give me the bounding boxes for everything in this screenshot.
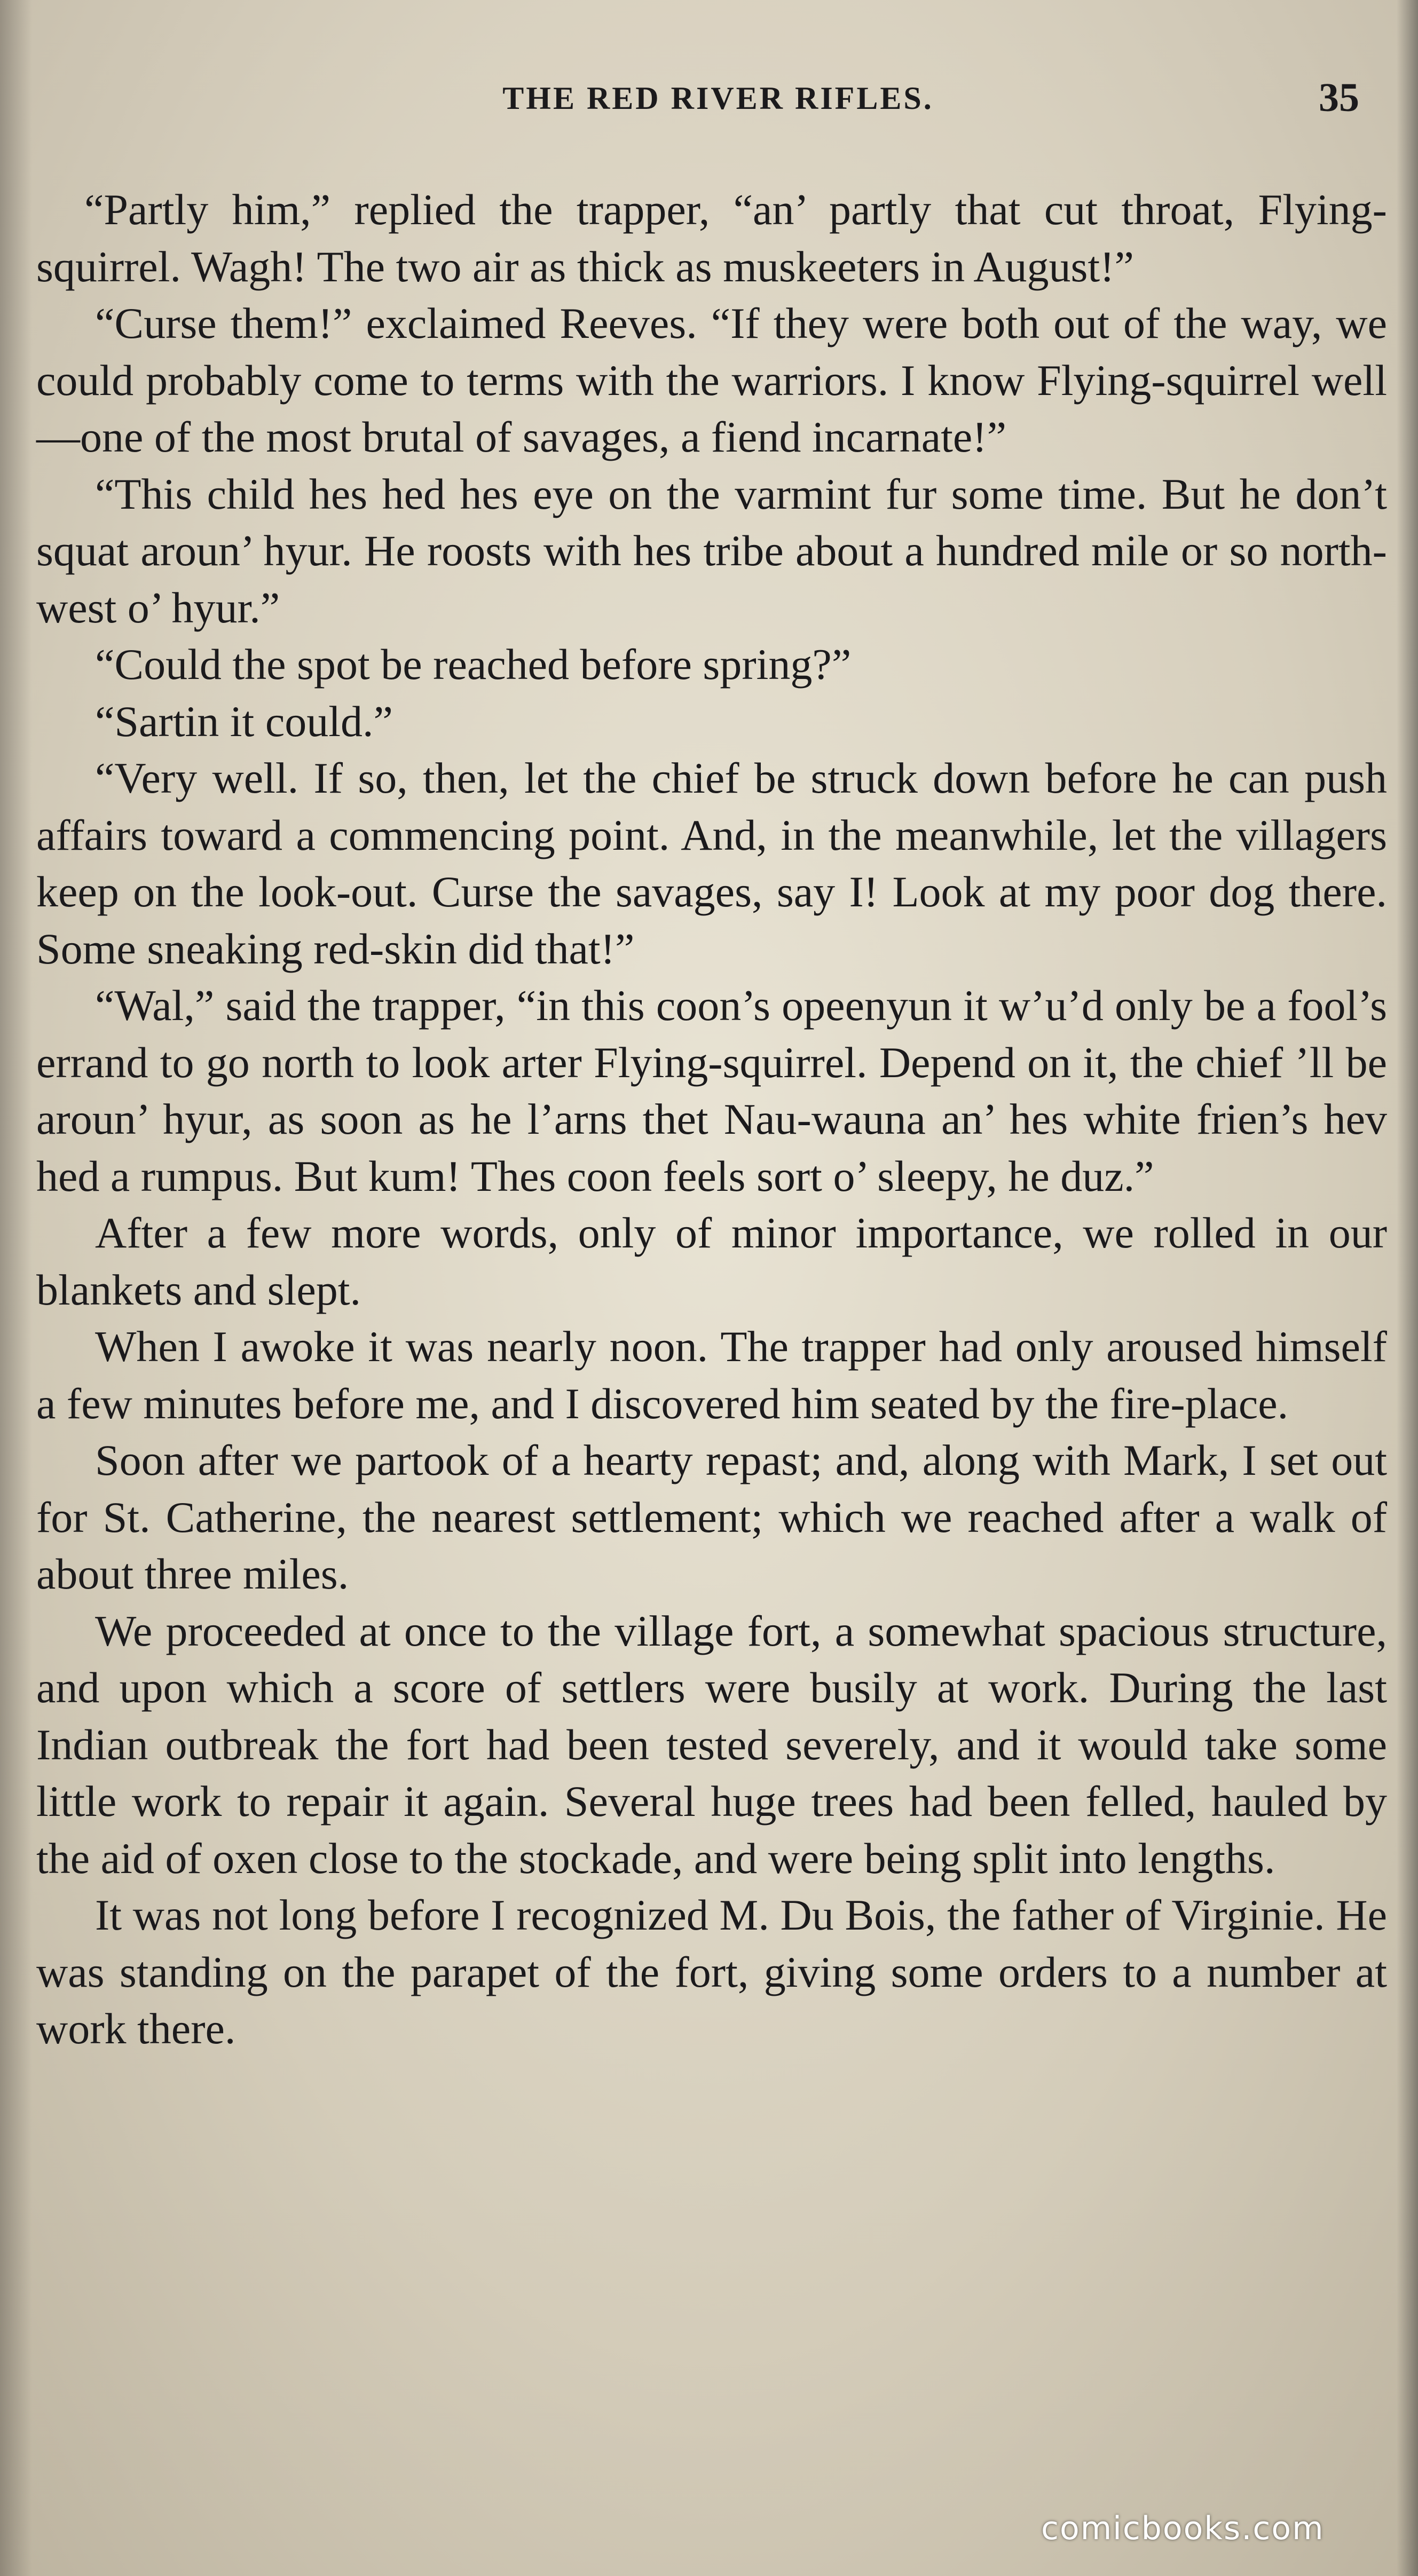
paragraph: “Could the spot be reached before spring?”	[95, 640, 852, 689]
paragraph: “Partly him,” replied the trapper, “an’ partly that cut throat, Flying-squirrel. Wagh! The two air as thick as muskeeters in August!”	[36, 185, 1387, 291]
running-header: THE RED RIVER RIFLES.	[502, 81, 934, 116]
paragraph: “Very well. If so, then, let the chief be struck down before he can push affairs toward a commencing point. And, in the meanwhile, let the villagers keep on the look-out. Curse the savages, say I! Look at my poor dog there. Some sneaking red-skin did that!”	[36, 754, 1387, 973]
page-gutter-shadow	[0, 0, 32, 2576]
paragraph: We proceeded at once to the village fort, a somewhat spacious structure, and upon which a score of settlers were busily at work. During the last Indian outbreak the fort had been tested severely, and it would take some little work to repair it again. Several huge trees had been felled, hauled by the aid of oxen close to the stockade, and were being split into lengths.	[36, 1606, 1387, 1883]
page-edge-shadow	[1397, 0, 1418, 2576]
paragraph: When I awoke it was nearly noon. The trapper had only aroused himself a few minutes before me, and I discovered him seated by the fire-place.	[36, 1322, 1387, 1428]
paragraph: “Wal,” said the trapper, “in this coon’s opeenyun it w’u’d only be a fool’s errand to go north to look arter Flying-squirrel. Depend on it, the chief ’ll be aroun’ hyur, as soon as he l’arns thet Nau-wauna an’ hes white frien’s hev hed a rumpus. But kum! Thes coon feels sort o’ sleepy, he duz.”	[36, 981, 1387, 1200]
paragraph: “Sartin it could.”	[95, 697, 393, 746]
paragraph: After a few more words, only of minor importance, we rolled in our blankets and slept.	[36, 1208, 1387, 1314]
body-text	[36, 181, 1387, 2058]
paragraph: “Curse them!” exclaimed Reeves. “If they were both out of the way, we could probably come to terms with the warriors. I know Flying-squirrel well—one of the most brutal of savages, a fiend incarnate!”	[36, 299, 1387, 461]
paragraph: “This child hes hed hes eye on the varmint fur some time. But he don’t squat aroun’ hyur. He roosts with hes tribe about a hundred mile or so north-west o’ hyur.”	[36, 469, 1387, 632]
page-number: 35	[1319, 75, 1359, 120]
paragraph: Soon after we partook of a hearty repast; and, along with Mark, I set out for St. Catherine, the nearest settlement; which we reached after a walk of about three miles.	[36, 1436, 1387, 1598]
source-watermark: comicbooks.com	[1041, 2510, 1325, 2547]
paragraph: It was not long before I recognized M. Du Bois, the father of Virginie. He was standing on the parapet of the fort, giving some orders to a number at work there.	[36, 1891, 1387, 2053]
